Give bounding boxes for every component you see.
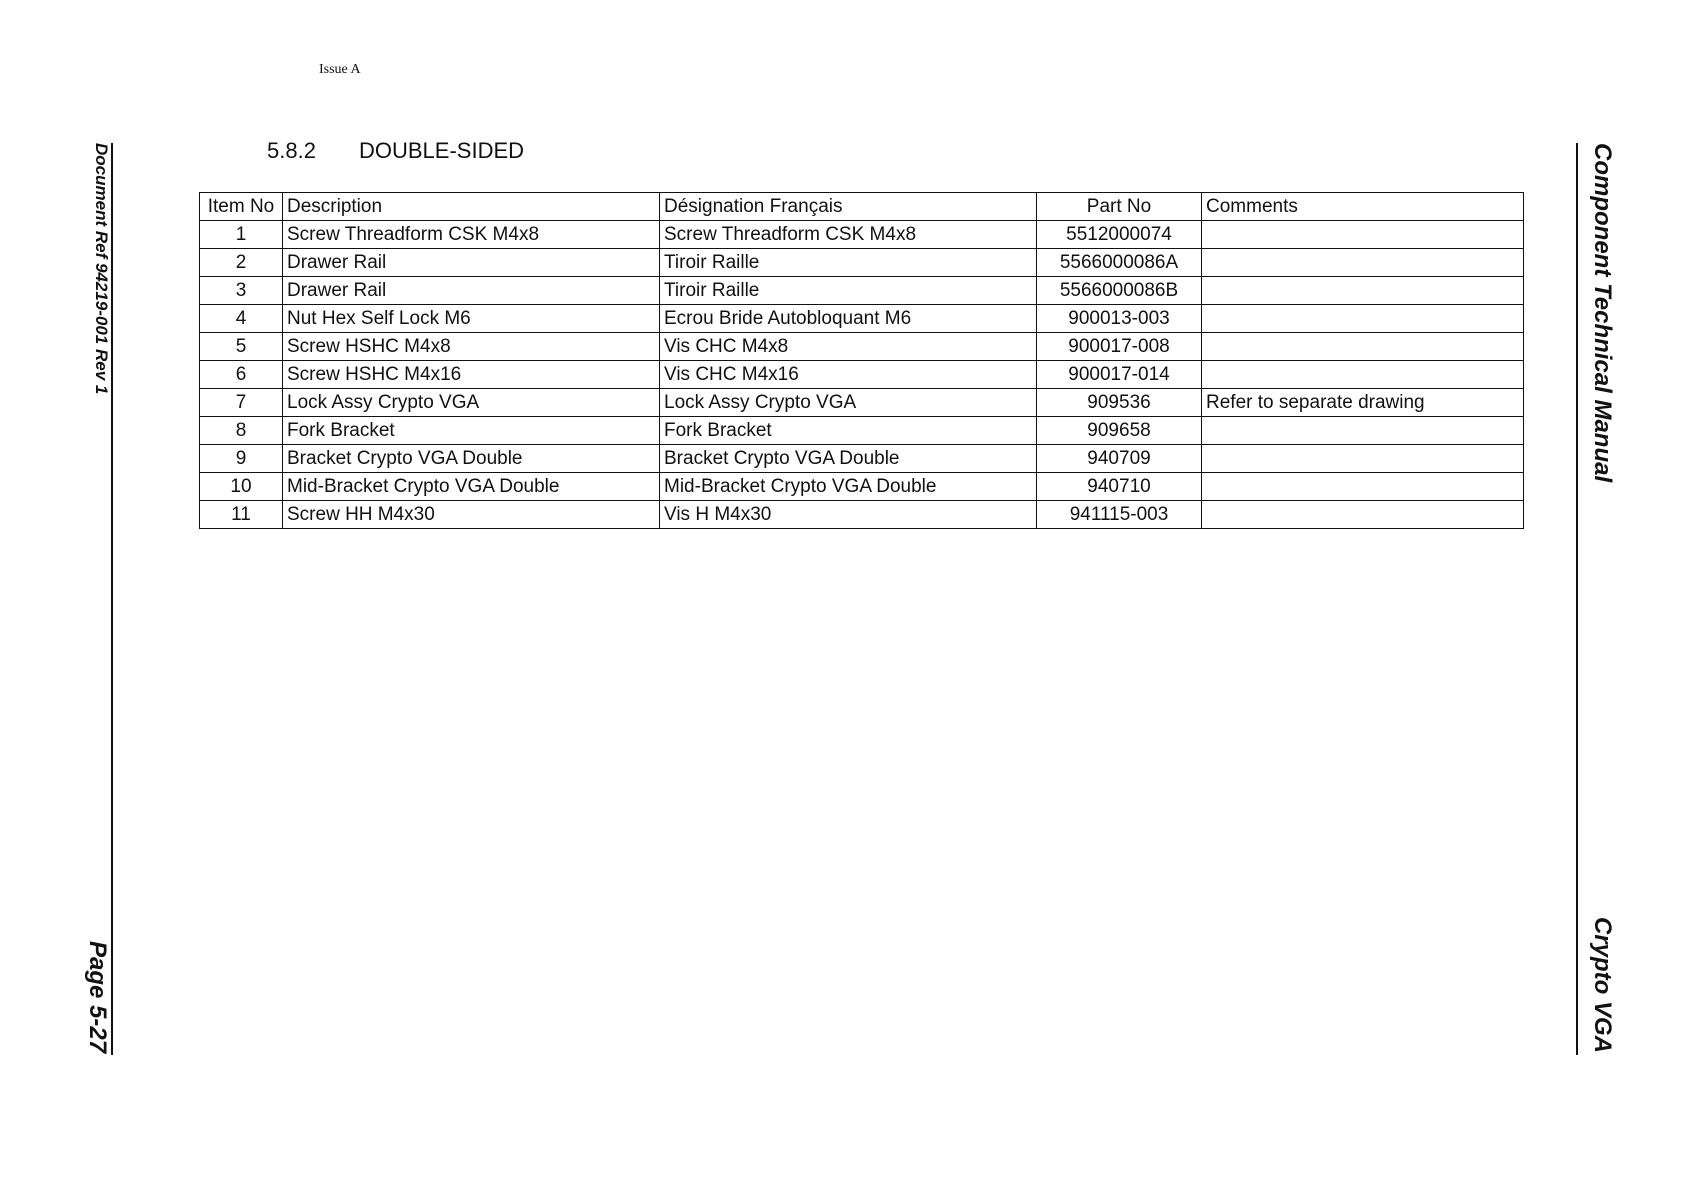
- table-row: [200, 501, 1524, 529]
- cell-item-no: 9: [200, 445, 283, 473]
- cell-item-no: 3: [200, 277, 283, 305]
- cell-designation: Bracket Crypto VGA Double: [660, 445, 1037, 473]
- issue-label: Issue A: [319, 62, 361, 77]
- cell-item-no: 2: [200, 249, 283, 277]
- table-row: [200, 473, 1524, 501]
- cell-comments: [1202, 417, 1524, 445]
- cell-description: Nut Hex Self Lock M6: [283, 305, 660, 333]
- cell-item-no: 7: [200, 389, 283, 417]
- document-reference: Document Ref 94219-001 Rev 1: [92, 143, 111, 395]
- table-row: [200, 305, 1524, 333]
- cell-part-no: 909658: [1037, 417, 1202, 445]
- cell-designation: Vis CHC M4x16: [660, 361, 1037, 389]
- cell-designation: Fork Bracket: [660, 417, 1037, 445]
- cell-part-no: 909536: [1037, 389, 1202, 417]
- cell-description: Drawer Rail: [283, 249, 660, 277]
- cell-designation: Tiroir Raille: [660, 249, 1037, 277]
- cell-comments: [1202, 501, 1524, 529]
- section-heading: [267, 138, 524, 164]
- cell-item-no: 4: [200, 305, 283, 333]
- cell-comments: Refer to separate drawing: [1202, 389, 1524, 417]
- cell-description: Fork Bracket: [283, 417, 660, 445]
- section-title: DOUBLE-SIDED: [359, 138, 525, 163]
- page-number: Page 5-27: [84, 941, 111, 1054]
- cell-designation: Vis CHC M4x8: [660, 333, 1037, 361]
- cell-description: Screw Threadform CSK M4x8: [283, 221, 660, 249]
- table-row: [200, 417, 1524, 445]
- cell-part-no: 941115-003: [1037, 501, 1202, 529]
- cell-part-no: 900017-008: [1037, 333, 1202, 361]
- cell-description: Bracket Crypto VGA Double: [283, 445, 660, 473]
- manual-title: Component Technical Manual: [1589, 143, 1616, 483]
- cell-designation: Vis H M4x30: [660, 501, 1037, 529]
- cell-comments: [1202, 221, 1524, 249]
- cell-description: Drawer Rail: [283, 277, 660, 305]
- product-name: Crypto VGA: [1589, 917, 1616, 1054]
- left-margin-rule: [111, 143, 113, 1055]
- cell-part-no: 940709: [1037, 445, 1202, 473]
- header-description: Description: [283, 193, 660, 221]
- cell-part-no: 5566000086A: [1037, 249, 1202, 277]
- cell-comments: [1202, 277, 1524, 305]
- table-row: [200, 221, 1524, 249]
- table-row: [200, 445, 1524, 473]
- cell-designation: Ecrou Bride Autobloquant M6: [660, 305, 1037, 333]
- cell-item-no: 8: [200, 417, 283, 445]
- cell-part-no: 940710: [1037, 473, 1202, 501]
- cell-part-no: 900017-014: [1037, 361, 1202, 389]
- parts-table: [199, 192, 1524, 529]
- table-row: [200, 389, 1524, 417]
- table-row: [200, 277, 1524, 305]
- cell-description: Mid-Bracket Crypto VGA Double: [283, 473, 660, 501]
- section-number: 5.8.2: [267, 138, 316, 163]
- table-row: [200, 333, 1524, 361]
- cell-designation: Tiroir Raille: [660, 277, 1037, 305]
- cell-part-no: 5512000074: [1037, 221, 1202, 249]
- cell-description: Screw HSHC M4x16: [283, 361, 660, 389]
- cell-item-no: 5: [200, 333, 283, 361]
- table-header-row: [200, 193, 1524, 221]
- cell-comments: [1202, 445, 1524, 473]
- cell-item-no: 10: [200, 473, 283, 501]
- cell-designation: Screw Threadform CSK M4x8: [660, 221, 1037, 249]
- table-row: [200, 249, 1524, 277]
- cell-part-no: 900013-003: [1037, 305, 1202, 333]
- cell-part-no: 5566000086B: [1037, 277, 1202, 305]
- cell-designation: Mid-Bracket Crypto VGA Double: [660, 473, 1037, 501]
- cell-comments: [1202, 333, 1524, 361]
- cell-comments: [1202, 305, 1524, 333]
- parts-table-body: [200, 221, 1524, 529]
- cell-description: Screw HSHC M4x8: [283, 333, 660, 361]
- header-designation: Désignation Français: [660, 193, 1037, 221]
- cell-description: Lock Assy Crypto VGA: [283, 389, 660, 417]
- table-row: [200, 361, 1524, 389]
- cell-description: Screw HH M4x30: [283, 501, 660, 529]
- cell-designation: Lock Assy Crypto VGA: [660, 389, 1037, 417]
- right-margin-rule: [1576, 143, 1578, 1055]
- cell-comments: [1202, 249, 1524, 277]
- header-comments: Comments: [1202, 193, 1524, 221]
- cell-comments: [1202, 361, 1524, 389]
- cell-comments: [1202, 473, 1524, 501]
- header-part-no: Part No: [1037, 193, 1202, 221]
- cell-item-no: 1: [200, 221, 283, 249]
- cell-item-no: 6: [200, 361, 283, 389]
- cell-item-no: 11: [200, 501, 283, 529]
- header-item-no: Item No: [200, 193, 283, 221]
